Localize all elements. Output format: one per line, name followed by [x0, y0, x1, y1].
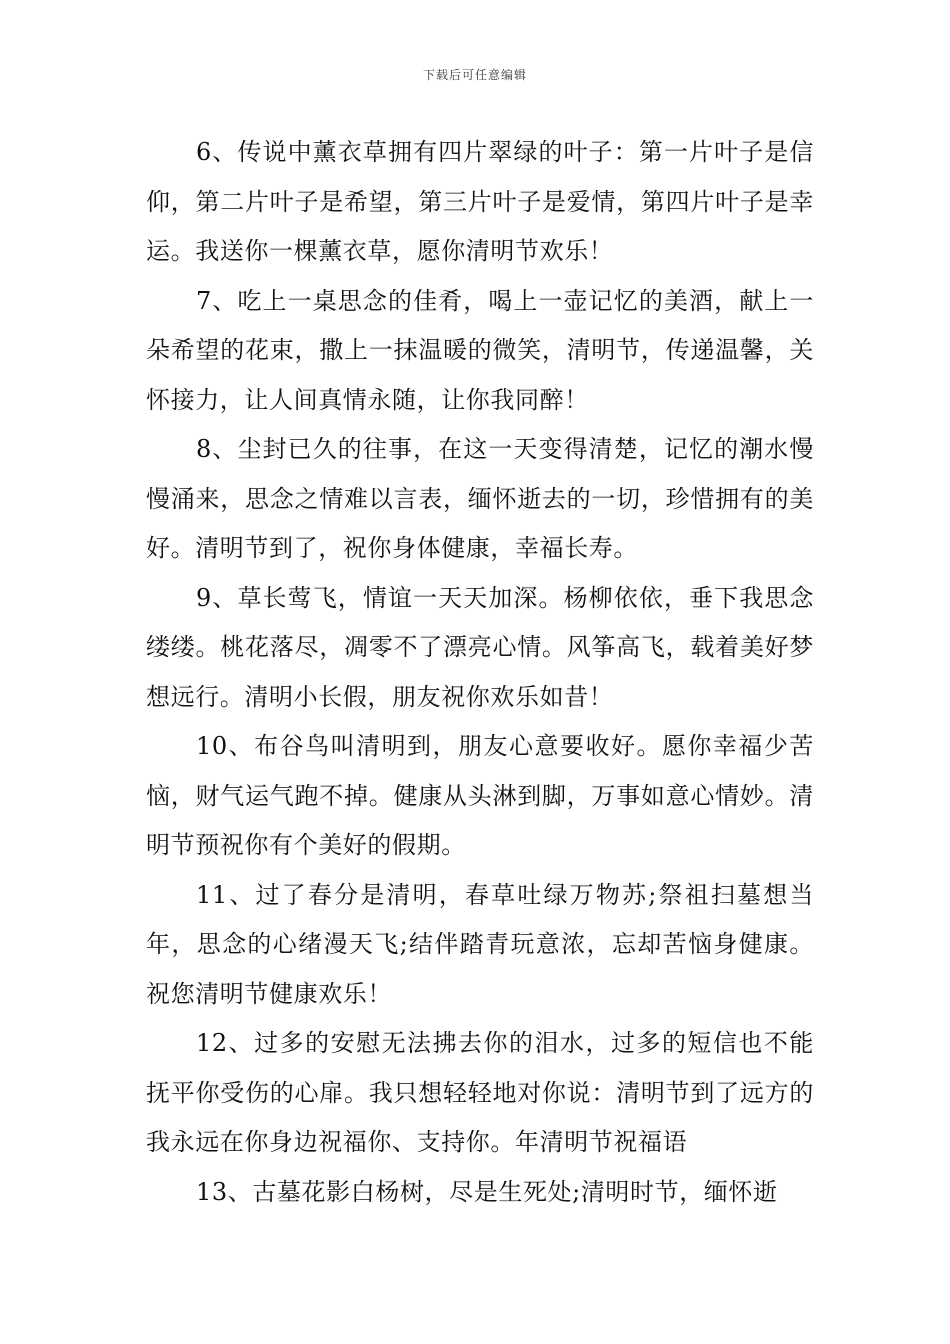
page-header: 下载后可任意编辑 — [422, 68, 527, 82]
paragraph-7: 7、吃上一桌思念的佳肴，喝上一壶记忆的美酒，献上一朵希望的花束，撒上一抹温暖的微笑，清明节，传递温馨，关怀接力，让人间真情永随，让你我同醉！ — [146, 286, 814, 414]
paragraph-11: 11、过了春分是清明，春草吐绿万物苏;祭祖扫墓想当年，思念的心绪漫天飞;结伴踏青玩意浓，忘却苦恼身健康。祝您清明节健康欢乐！ — [146, 880, 814, 1008]
paragraph-9: 9、草长莺飞，情谊一天天加深。杨柳依依，垂下我思念缕缕。桃花落尽，凋零不了漂亮心情。风筝高飞，载着美好梦想远行。清明小长假，朋友祝你欢乐如昔！ — [146, 583, 814, 711]
paragraph-8: 8、尘封已久的往事，在这一天变得清楚，记忆的潮水慢慢涌来，思念之情难以言表，缅怀逝去的一切，珍惜拥有的美好。清明节到了，祝你身体健康，幸福长寿。 — [146, 435, 814, 562]
paragraph-10: 10、布谷鸟叫清明到，朋友心意要收好。愿你幸福少苦恼，财气运气跑不掉。健康从头淋到脚，万事如意心情妙。清明节预祝你有个美好的假期。 — [146, 732, 814, 859]
document-body — [146, 128, 814, 1217]
paragraph-13: 13、古墓花影白杨树，尽是生死处;清明时节，缅怀逝 — [196, 1177, 778, 1206]
paragraph-12: 12、过多的安慰无法拂去你的泪水，过多的短信也不能抚平你受伤的心扉。我只想轻轻地对你说：清明节到了远方的我永远在你身边祝福你、支持你。年清明节祝福语 — [146, 1029, 814, 1156]
paragraph-6: 6、传说中薰衣草拥有四片翠绿的叶子：第一片叶子是信仰，第二片叶子是希望，第三片叶子是爱情，第四片叶子是幸运。我送你一棵薰衣草，愿你清明节欢乐！ — [146, 138, 814, 265]
